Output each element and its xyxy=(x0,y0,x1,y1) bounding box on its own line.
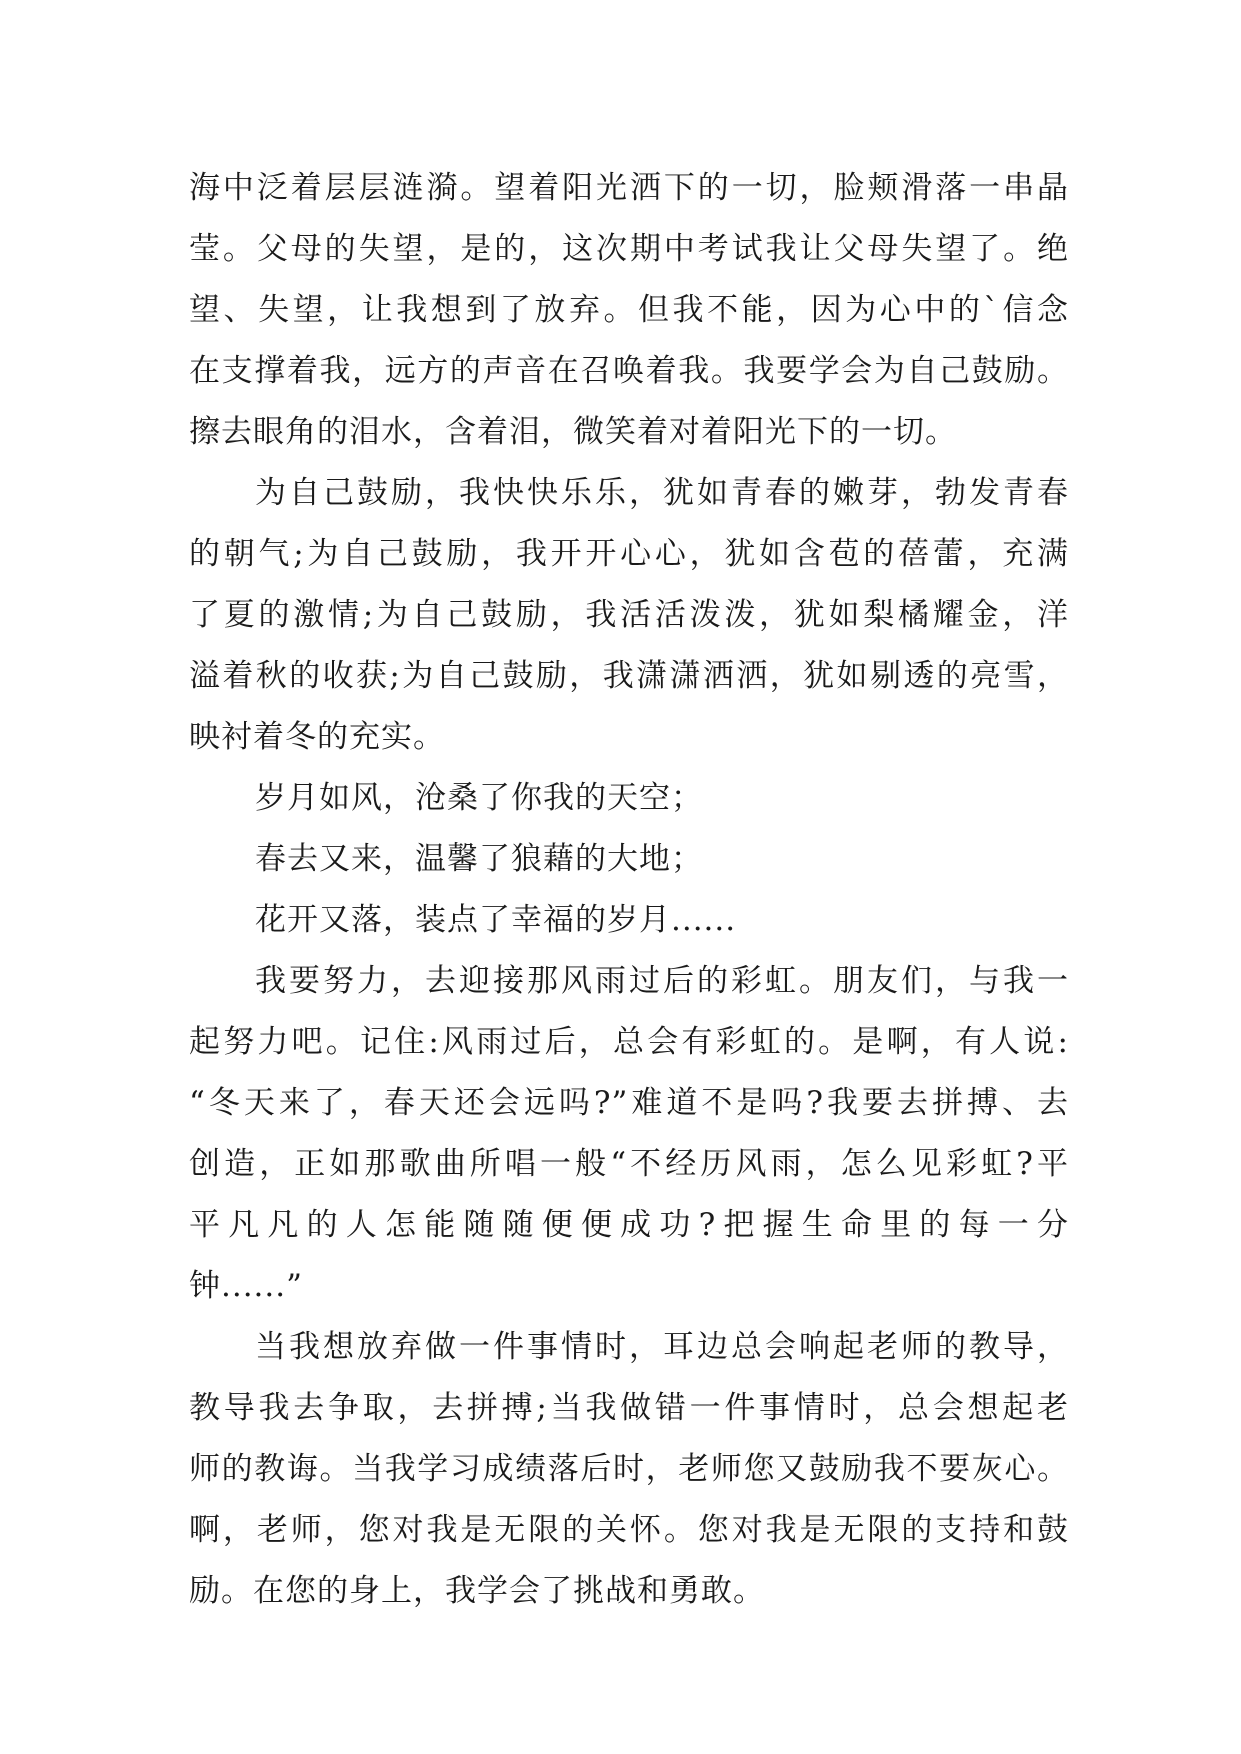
paragraph-first-line: 为自己鼓励，我快快乐乐，犹如青春的嫩芽，勃发青春 xyxy=(255,475,1069,511)
text-line: 映衬着冬的充实。 xyxy=(189,719,445,755)
poem-line: 春去又来，温馨了狼藉的大地； xyxy=(255,841,703,877)
text-line: 师的教诲。当我学习成绩落后时，老师您又鼓励我不要灰心。 xyxy=(189,1451,1069,1487)
text-line: 起努力吧。记住:风雨过后，总会有彩虹的。是啊，有人说: xyxy=(189,1024,1069,1060)
text-line: 了夏的激情;为自己鼓励，我活活泼泼，犹如梨橘耀金，洋 xyxy=(189,597,1069,633)
text-line: 望、失望，让我想到了放弃。但我不能，因为心中的`信念 xyxy=(189,292,1069,328)
text-line: 创造，正如那歌曲所唱一般“不经历风雨，怎么见彩虹?平 xyxy=(189,1146,1069,1182)
text-line: 莹。父母的失望，是的，这次期中考试我让父母失望了。绝 xyxy=(189,231,1069,267)
text-line: 擦去眼角的泪水，含着泪，微笑着对着阳光下的一切。 xyxy=(189,414,957,450)
paragraph-first-line: 我要努力，去迎接那风雨过后的彩虹。朋友们，与我一 xyxy=(255,963,1069,999)
document-body xyxy=(189,158,1069,1622)
text-line: 的朝气;为自己鼓励，我开开心心，犹如含苞的蓓蕾，充满 xyxy=(189,536,1069,572)
poem-line: 岁月如风，沧桑了你我的天空； xyxy=(255,780,703,816)
text-line: 在支撑着我，远方的声音在召唤着我。我要学会为自己鼓励。 xyxy=(189,353,1069,389)
text-line: 海中泛着层层涟漪。望着阳光洒下的一切，脸颊滑落一串晶 xyxy=(189,170,1069,206)
paragraph-first-line: 当我想放弃做一件事情时，耳边总会响起老师的教导， xyxy=(255,1329,1069,1365)
text-line: 钟......” xyxy=(189,1268,303,1304)
text-line: 励。在您的身上，我学会了挑战和勇敢。 xyxy=(189,1573,765,1609)
text-line: 教导我去争取，去拼搏;当我做错一件事情时，总会想起老 xyxy=(189,1390,1069,1426)
text-line: 啊，老师，您对我是无限的关怀。您对我是无限的支持和鼓 xyxy=(189,1512,1069,1548)
text-line: 平凡凡的人怎能随随便便成功?把握生命里的每一分 xyxy=(189,1207,1069,1243)
text-line: “冬天来了，春天还会远吗?”难道不是吗?我要去拼搏、去 xyxy=(189,1085,1069,1121)
text-line: 溢着秋的收获;为自己鼓励，我潇潇洒洒，犹如剔透的亮雪， xyxy=(189,658,1069,694)
poem-line: 花开又落，装点了幸福的岁月...... xyxy=(255,902,737,938)
